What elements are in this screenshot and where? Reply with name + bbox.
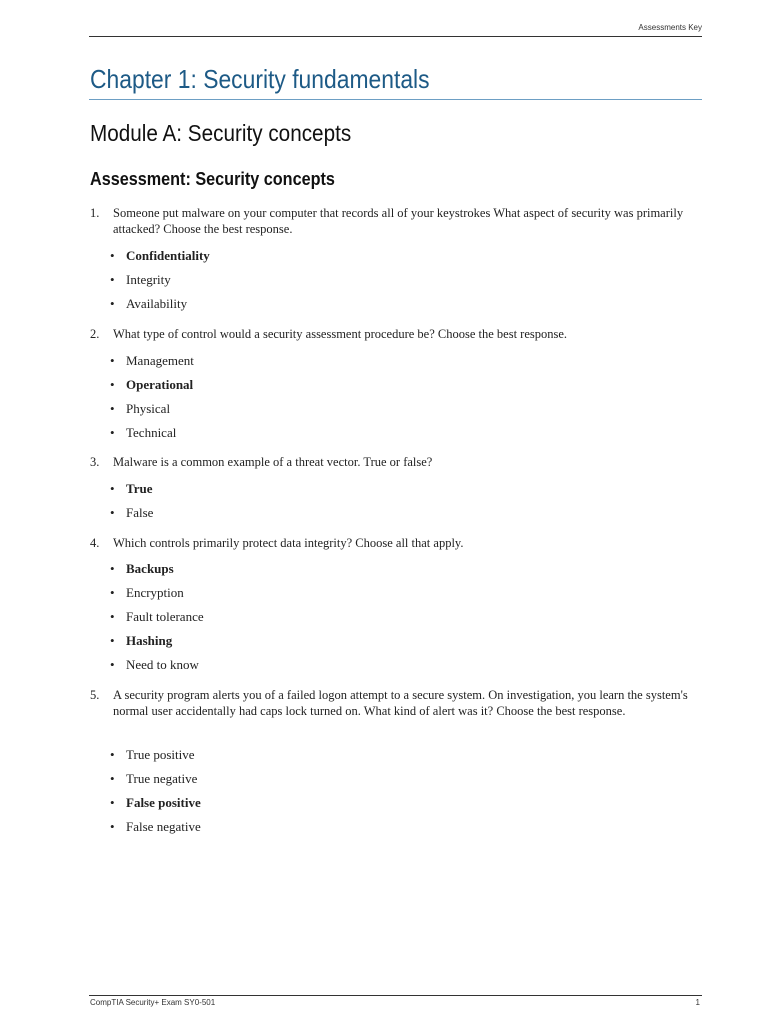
answer-option: • Integrity xyxy=(110,272,171,287)
answer-option: • Management xyxy=(110,353,194,368)
answer-option: • Need to know xyxy=(110,657,199,672)
question-text: A security program alerts you of a failed logon attempt to a secure system. On investigation, you learn the system's normal user accidentally had caps lock turned on. What kind of alert was it? Choose the best response. xyxy=(113,688,688,718)
option-label: Management xyxy=(126,353,194,368)
answer-option: • Availability xyxy=(110,296,188,311)
running-header: Assessments Key xyxy=(638,23,702,32)
question-text: Which controls primarily protect data integrity? Choose all that apply. xyxy=(113,536,464,550)
answer-option: • False negative xyxy=(110,819,201,834)
answer-option: • Operational xyxy=(110,377,194,392)
question-number: 3. xyxy=(90,455,100,469)
option-label: False xyxy=(126,505,154,520)
option-label: Need to know xyxy=(126,657,199,672)
page-number: 1 xyxy=(695,998,700,1007)
option-label: Technical xyxy=(126,425,177,440)
question-4 xyxy=(90,535,702,551)
question-text: What type of control would a security assessment procedure be? Choose the best response. xyxy=(113,327,568,341)
option-label: Fault tolerance xyxy=(126,609,204,624)
option-label: True xyxy=(126,481,153,496)
answer-option: • Fault tolerance xyxy=(110,609,204,624)
answer-option: • Technical xyxy=(110,425,177,440)
option-label: Physical xyxy=(126,401,171,416)
answer-option: • True xyxy=(110,481,153,496)
answer-option: • True negative xyxy=(110,771,198,786)
chapter-title: Chapter 1: Security fundamentals xyxy=(90,64,430,94)
answer-option: • Encryption xyxy=(110,585,184,600)
option-label: Encryption xyxy=(126,585,184,600)
option-label: True positive xyxy=(126,747,195,762)
option-label: Integrity xyxy=(126,272,171,287)
option-label: Confidentiality xyxy=(126,248,210,263)
option-label: Hashing xyxy=(126,633,173,648)
footer-rule xyxy=(89,995,702,996)
header-rule xyxy=(89,36,702,37)
question-3 xyxy=(90,454,702,470)
question-text: Someone put malware on your computer that records all of your keystrokes What aspect of security was primarily attacked? Choose the best response. xyxy=(113,206,684,236)
question-2 xyxy=(90,326,702,342)
option-label: False positive xyxy=(126,795,201,810)
option-label: False negative xyxy=(126,819,201,834)
assessment-title: Assessment: Security concepts xyxy=(90,169,335,189)
footer-title: CompTIA Security+ Exam SY0-501 xyxy=(90,998,216,1007)
answer-option: • Confidentiality xyxy=(110,248,210,263)
chapter-rule xyxy=(89,99,702,100)
module-title: Module A: Security concepts xyxy=(90,120,352,146)
option-label: True negative xyxy=(126,771,198,786)
question-5 xyxy=(90,687,702,719)
answer-option: • Backups xyxy=(110,561,174,576)
answer-option: • True positive xyxy=(110,747,195,762)
question-number: 5. xyxy=(90,688,100,702)
question-1 xyxy=(90,205,702,237)
answer-option: • False xyxy=(110,505,154,520)
option-label: Availability xyxy=(126,296,188,311)
option-label: Backups xyxy=(126,561,174,576)
option-label: Operational xyxy=(126,377,194,392)
question-number: 4. xyxy=(90,536,100,550)
answer-option: • Hashing xyxy=(110,633,173,648)
question-text: Malware is a common example of a threat vector. True or false? xyxy=(113,455,433,469)
question-number: 1. xyxy=(90,206,100,220)
question-number: 2. xyxy=(90,327,100,341)
answer-option: • False positive xyxy=(110,795,201,810)
answer-option: • Physical xyxy=(110,401,171,416)
